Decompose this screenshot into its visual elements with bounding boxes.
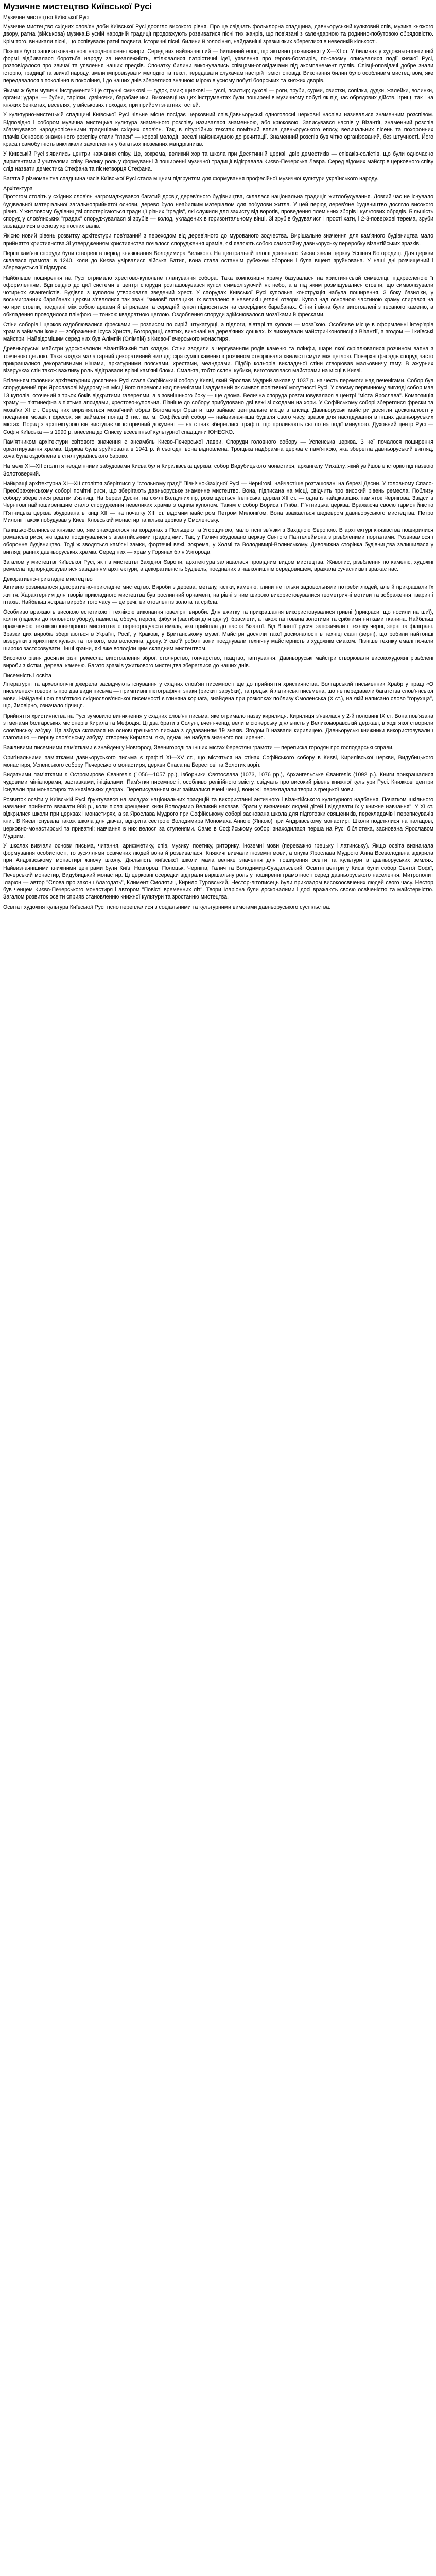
article-section: [3, 463, 433, 573]
paragraph: У школах вивчали основи письма, читання, арифметику, спів, музику, поетику, риторику, іноземні мови (переважно грецьку і латинську). Якщо освіта визначала формування особистості, то зусиллями освічених людей вона й розвивалася. Княжичі вивчали іноземні мови, а онука Ярослава Мудрого Анна Всеволодівна відкрила при Андріївському монастирі жіночу школу. Діяльність київської школи мала велике значення для поширення освіти та культури в давньоруських землях. Найвизначнішими книжними центрами були Київ, Новгород, Полоцьк, Чернігів, Галич та Володимир-Суздальський. Освітні центри у Києві були собор Святої Софії, Печерський монастир, Видубицький монастир. Ці церковні осередки відіграли вирішальну роль у поширенні грамотності серед давньоруського населення. Митрополит Іларіон — автор "Слова про закон і благодать", Климент Смолятич, Кирило Туровський, Нестор-літописець були прикладом високоосвічених людей свого часу. Нестор був ченцем Києво-Печерського монастиря і автором "Повісті временних літ". Твори Іларіона були досконалими і досі вражають своєю освіченістю та майстерністю. Загалом розвиток освіти сприяв становленню книжної культури та зростанню мистецтва.: [3, 842, 433, 901]
section-title: Писемність і освіта: [3, 672, 51, 679]
paragraph: Оригінальними пам'ятками давньоруського письма є графіті XI—XV ст., що містяться на стінах Софійського собору в Києві, Кирилівської церкви, Видубицького монастиря, Успенського собору Печерського монастиря, церкви Спаса на Берестові та Золотих воріт.: [3, 754, 433, 768]
article-section: [3, 185, 433, 343]
paragraph: Стіни соборів і церков оздоблювалися фресками — розписом по сирій штукатурці, а підлоги, вівтарі та куполи — мозаїкою. Особливе місце в оформленні інтер'єрів храмів займали ікони — зображення Ісуса Христа, Богородиці, святих, виконані на дерев'яних дошках. Їх виконували майстри-іконописці з Візантії, а згодом — і київські майстри. Найвідомішим серед них був Алімпій (Олімпій) з Києво-Печерського монастиря.: [3, 321, 433, 343]
paragraph: Прийняття християнства на Русі зумовило виникнення у східних слов'ян письма, яке отримало назву кирилиця. Кирилиця з'явилася у 2-й половині IX ст. Вона пов'язана з іменами болгарських місіонерів Кирила та Мефодія. Ці два брати з Солуні, вчені-ченці, вели місіонерську діяльність у Великоморавській державі, в ході якої створили слов'янську азбуку. Ця азбука склалася на основі грецького письма з додаванням 19 знаків. Згодом її назвали кирилицею. Давньоруські книжники використовували і глаголицю — першу слов'янську азбуку, створену Кирилом, яка, однак, не набула значного поширення.: [3, 713, 433, 741]
article-section: [3, 796, 433, 911]
article-body: [3, 23, 433, 911]
paragraph: На межі XI—XII століття неодмінними забудовами Києва були Кирилівська церква, собор Видубицького монастиря, архангелу Михаїлу, який увійшов в історію під назвою Золотоверхий.: [3, 463, 433, 477]
paragraph: Особливо вражають високою естетикою і технікою виконання ювелірні вироби. Для вжитку та прикрашання використовувалися гривні (прикраси, що носили на шиї), колти (підвіски до головного убору), намиста, обручі, персні, фібули (застібки для одягу), браслети, а також гаптована золотими та срібними нитками тканина. Найбільш вражаючою технікою ювелірного мистецтва є перегородчаста емаль, яка прийшла до нас із Візантії. Від Візантії русичі запозичили і техніку черні, зерні та філіграні. Зразки цих виробів зберігаються в Україні, Росії, у Кракові, у Британському музеї. Майстри досягли такої досконалості в техніці скані (зерні), що робили найтонші візерунки з крихітних кульок та тонкого, мов волосина, дроту. У своїй роботі вони поєднували технічну майстерність з художнім смаком. Пізніше техніку емалі почали широко застосовувати і інші країни, які вже володіли цим складним мистецтвом.: [3, 609, 433, 652]
paragraph: Найкращі архітектурна XI—XII століття зберіглися у "стольному граді" Північно-Західної Русі — Чернігові, найчастіше розташовані на березі Десни. У головному Спасо-Преображенському соборі помітні риси, що зберігають давньоруське знаменне мистецтво. Вона, підписана на місці, свідчить про високий рівень ремесла. Поблизу собору збереглися рештки в'язниці. На березі Десни, на схилі Болдиних гір, розміщується Іллінська церква XII ст. — одна із найцікавіших пам'яток Чернігова. Звідси в Чернігові найпоширенішим стало спорудження невеликих храмів з одним куполом. Таким є собор Бориса і Гліба, П'ятницька церква. Вражаюча своєю гармонійністю П'ятницька церква збудована в кінці XII — на початку XIII ст. відомим майстром Петром Милоніґом. Вона вважається шедевром давньоруського мистецтва. Петро Милоніг також побудував у Києві Кловський монастир та кілька церков у Смоленську.: [3, 480, 433, 523]
section-title: Декоративно-прикладне мистецтво: [3, 576, 93, 583]
section-title: Архітектура: [3, 185, 33, 192]
paragraph: Якісно новий рівень розвитку архітектури пов'язаний з переходом від дерев'яного до мурованого зодчества. Вирішальне значення для кам'яного будівництва мало прийняття християнства.Зі утвердженням християнства почалося спорудження храмів, які являють собою самостійну давньоруську переробку візантійських зразків.: [3, 233, 433, 247]
paragraph: Протягом століть у східних слов'ян нагромаджувався багатий досвід дерев'яного будівництва, склалася національна традиція житлобудування. Довгий час не існувало будівельної матеріальної загальноприйнятої основи, дерево було неабияким матеріалом для побудови житла. У цей період дерев'яне будівництво досягло високого рівня. У житловому будівництві спостерігаються традиції різних "градів", які служили для захисту від ворогів, проведення племінних зборів і культових обрядів. Більшість споруд у слов'янських "градах" споруджувалася зі зрубів — колод, укладених в горизонтальному вінці. Зі зрубів будувалися і прості хати, і 2-3-поверхові терема, зруби закладалися в основу кріпосних валів.: [3, 194, 433, 230]
paragraph: Галицько-Волинське князівство, яке знаходилося на кордонах з Польщею та Угорщиною, мало тісні зв'язки з Західною Європою. В архітектурі князівства поширилися романські риси, які вдало поєднувалися з візантійськими традиціями. Так, у Галичі збудовано церкву Святого Пантелеймона з різьбленими порталами. Розвивалося і оборонне будівництво. Тоді ж зводяться кам'яні замки, фортечні вежі, зокрема, у Холмі та Володимирі-Волинському. Дивовижна сторінка будівництва залишилася у вигляді ранніх давньоруських храмів. Серед них — храм у Горянах біля Ужгорода.: [3, 527, 433, 555]
paragraph: Втіленням головних архітектурних досягнень Русі стала Софійський собор у Києві, який Ярослав Мудрий заклав у 1037 р. на честь перемоги над печенігами. Собор був споруджений при Ярославові Мудрому на місці його перемоги над печенігами і задуманий як символ політичної могутності Русі. У своєму первинному вигляді собор мав 13 куполів, оточений з трьох боків відкритими галереями, а з зовнішнього боку — ще двома. Велична споруда розташовувалася в центрі "міста Ярослава". Композиція храму — п'ятинефна з п'ятьма апсидами, хрестово-купольна. Пізніше до собору прибудовано дві вежі зі сходами на хори. У Софійському соборі збереглися фрески та мозаїки XI ст. Серед них вирізняється мозаїчний образ Богоматері Оранти, що займає центральне місце в апсиді. Давньоруські майстри досягли досконалості у поєднанні мозаїк і фресок, які займали понад 3 тис. кв. м. Софійський собор — найвизначніша будівля свого часу, зразок для наслідування в інших давньоруських містах. Поряд з архітектурою він виступає як історичний документ — на стінах збереглися графіті, що проливають світло на події минулого. Духовний центр Русі — Софія Київська — з 1990 р. внесена до Списку всесвітньої культурної спадщини ЮНЕСКО.: [3, 378, 433, 435]
article-section: [3, 672, 433, 793]
paragraph: Активно розвивалося декоративно-прикладне мистецтво. Вироби з дерева, металу, кістки, каменю, глини не тільки задовольняли потреби людей, але й прикрашали їх життя. Характерним для творів прикладного мистецтва був рослинний орнамент, на рівні з ним широко використовувалися геометричні мотиви та зображення тварин і птахів. Найбільш яскраві вироби того часу — це речі, виготовлені із золота та срібла.: [3, 584, 433, 605]
paragraph: У Київській Русі з'явились центри навчання співу. Це, зокрема, великий хор та школа при Десятинній церкві, двір деместиків — співаків-солістів, що були одночасно диригентами й учителями співу. Велику роль у формуванні й поширенні музичної традиції відігравала Києво-Печерська Лавра. Серед відомих майстрів церковного співу слід назвати деместика Стефана та піснетворця Стефана.: [3, 151, 433, 172]
paragraph: Розвиток освіти у Київській Русі ґрунтувався на засадах національних традицій та використанні античного і візантійського культурного надбання. Початком шкільного навчання прийнято вважати 988 р., коли після хрещення киян Володимир Великий наказав "брати у визначних людей дітей і віддавати їх у книжне навчання". У XI ст. відкрилися школи при церквах і монастирях, а за Ярослава Мудрого при Софійському соборі заснована школа для підготовки священиків, перекладачів і переписувачів книг. В Києві існувала також школа для дівчат, відкрита сестрою Володимира Мономаха Анною (Янкою) при Андріївському монастирі. Школи поділялися на палацові, церковно-монастирські та приватні; навчання в них велося за ступенями. Саме в Софійському соборі знаходилася перша на Русі бібліотека, заснована Ярославом Мудрим.: [3, 796, 433, 839]
paragraph: Найбільше поширення на Русі отримало хрестово-купольне планування собора. Така композиція храму базувалася на християнській символіці, підкресленою її оформленням. Відповідно до цієї системи в центрі споруди розташовувався купол символізуючий як небо, а в під яким розміщувалися стовпи, що символізували чотирьох євангелістів. Будівля з куполом утворювала зведений хрест. У спорудах Київської Русі купольна конструкція набула поширення. З боку базиліки, у восьмигранних барабанах церкви з'являлися так звані "зимові" палацики, їх вставлено в невеликі цегляні отвори. Купол над основною частиною храму спирався на чотири стовпи, поєднані між собою арками й вітрилами, а середній купол підноситься на своєрідних барабанах. Стіни і вікна були виготовлені з тесаного каменю, а обкладення проводилося плінфою — тонкою квадратною цеглою. Оздоблення споруди здійснювалося мозаїками й фресками.: [3, 275, 433, 318]
paragraph: Пам'ятником архітектури світового значення є ансамбль Києво-Печерської лаври. Споруди головного собору — Успенська церква. З неї почалося поширення орієнтирування храмів. Церква була зруйнована в 1941 р. й сьогодні вона відновлена. Троїцька надбрамна церква є пам'яткою, яка зберегла давньоруський вигляд, хоча була оздоблена в стилі українського бароко.: [3, 438, 433, 460]
article-section: [3, 23, 433, 182]
article-section: [3, 575, 433, 669]
paragraph: Літературні та археологічні джерела засвідчують існування у східних слов'ян писемності ще до прийняття християнства. Болгарський письменник Храбр у праці «О письменех» говорить про два види письма — примітивні піктографічні знаки (риски і зарубки), та грецькі й латинські письмена, що не передавали багатства слов'янської мови. Найдавнішою пам'яткою східнослов'янської писемності є глиняна корчага, знайдена при розкопках поблизу Смоленська (X ст.), на якій написано слово "горухща", що, ймовірно, означало гірчиця.: [3, 681, 433, 709]
paragraph: Перші кам'яні споруди були створені в період князювання Володимира Великого. На центральній площі древнього Києва звели церкву Успіння Богородиці. Для церкви склалася грамота: в 1240, коли до Києва увірвалися війська Батия, вона стала останнім рубежем оборони і була вщент зруйнована. У наші дні розчищений і збережується її підмурок.: [3, 250, 433, 272]
page-subtitle: Музичне мистецтво Київської Русі: [3, 14, 90, 21]
document: [0, 0, 436, 917]
paragraph: У культурно-мистецькій спадщині Київської Русі чільне місце посідає церковний спів.Давньоруські одноголосні церковні наспіви називалися знаменним розспівом. Відповідно і собором музична мистецька культура знаменного розспіву називалася знаменною, або крюковою. Записувався наспів у Візантії, знаменний розспів збагачувався народнопісенними традиціями східних слов'ян. Так, в літургійних текстах помітний вплив давньоруського епосу, величальних пісень та похоронних плачів.Основою знаменного розспіву стали "гласи" — корові мелодії, веселі найзначущою до речитації. Знаменний розспів був чітко організований, без штучності. Його краса і самобутність викликали захоплення у багатьох іноземних мандрівників.: [3, 112, 433, 148]
paragraph: Важливими писемними пам'ятками є знайдені у Новгороді, Звенигороді та інших містах берестяні грамоти — переписка городян про господарські справи.: [3, 744, 394, 751]
article-section: [3, 345, 433, 460]
paragraph: Древньоруські майстри удосконалили візантійський тип кладки. Стіни зводили з чергуванням рядів каменю та плінфи, шари якої скріплювалися розчином вапна з товченою цеглою. Така кладка мала гарний декоративний вигляд: сіра суміш каменю з розчином створювала хвилясті смуги між цеглою. Поверхні фасадів споруд часто прикрашалися декоративними нішами, аркатурними поясками, хрестами, меандрами. Підбір кольорів викладеної стіни створював мальовничу гаму. В ажурних візерунках стін також важливу роль відігравали врізні кам'яні блоки. Смальта, тобто скляні кубики, виготовлялася майстрами на місці в Києві.: [3, 346, 433, 374]
paragraph: Багата й різноманітна спадщина часів Київської Русі стала міцним підґрунтям для формування професійної музичної культури українського народу.: [3, 176, 378, 182]
paragraph: Освіта і художня культура Київської Русі тісно переплелися з соціальними та культурними вимогами давньоруського суспільства.: [3, 904, 331, 910]
paragraph: Пізніше було започатковано нові народнопісенні жанри. Серед них найзначніший — билинний епос, що активно розвивався у X—XI ст. У билинах у художньо-поетичній формі відбивалася боротьба народу за незалежність, втілювалися патріотичні ідеї, уявлення про героїв-богатирів, по-своєму описувалися події княжої Русі, розповідалося про звичаї та уявлення наших предків. Спочатку билини виконувались співцями-оповідачами під акомпанемент гуслів. Співці-оповідачі добре знали історію, традиції та звичаї народу, вміли імпровізувати мелодію та текст, передавати слухачам настрій і зміст оповіді. Виконання билин було особливим мистецтвом, яке передавалося з покоління в покоління, і до наших днів збереглися значною мірою в усному побуті боярських та княжих дворів.: [3, 48, 433, 84]
page-title: Музичне мистецтво Київської Русі: [3, 2, 152, 11]
paragraph: Якими ж були музичні інструменти? Це струнні смичкові — гудок, смик; щипкові — гуслі, псалтир; духові — роги, труби, сурми, свистки, сопілки, дудки, жалейки, волинки, органи; ударні — бубни, тарілки, дзвіночки, барабанчики. Виконавці на цих інструментах були поширені в музичному побуті як під час обрядових дійств, ігрищ, так і на княжих бенкетах, весіллях, у військових походах, при прийомі знатних гостей.: [3, 87, 433, 109]
paragraph: Видатними пам'ятками є Остромирове Євангеліє (1056—1057 рр.), Ізборники Святослава (1073, 1076 рр.), Архангельське Євангеліє (1092 р.). Книги прикрашалися чудовими мініатюрами, заставками, ініціалами. Пам'ятки писемності, особливо релігійного змісту, свідчать про високий рівень книжної культури Русі. Книжкові центри існували при монастирях та князівських дворах. Переписуванням книг займалися вчені ченці, вони ж і перекладали твори з грецької мови.: [3, 772, 433, 793]
paragraph: Високого рівня досягли різні ремесла: виготовлення зброї, столярство, гончарство, ткацтво, гаптування. Давньоруські майстри створювали високохудожні різьблені вироби з кістки, дерева, каменю. Багато зразків ужиткового мистецтва збереглися до наших днів.: [3, 655, 433, 669]
paragraph: Загалом у мистецтві Київської Русі, як і в мистецтві Західної Європи, архітектура залишалася провідним видом мистецтва. Живопис, різьблення по каменю, художні ремесла підпорядковувалися завданням архітектури, а декоративність будівель, поєднаних з навколишнім середовищем, вражала сучасників і вражає нас.: [3, 558, 433, 573]
paragraph: Музичне мистецтво східних слов'ян доби Київської Русі досягло високого рівня. Про це свідчать фольклорна спадщина, давньоруський культовий спів, музика княжого двору, ратна (військова) музика.В усній народній традиції продовжують розвиватися пісні тих жанрів, що пов'язані з календарною та родинно-побутовою обрядовістю. Крім того, виникали пісні, що оспівували ратні подвиги, історичні пісні, билини й голосіння, найдавніші зразки яких збереглися в невеликій кількості.: [3, 24, 433, 45]
